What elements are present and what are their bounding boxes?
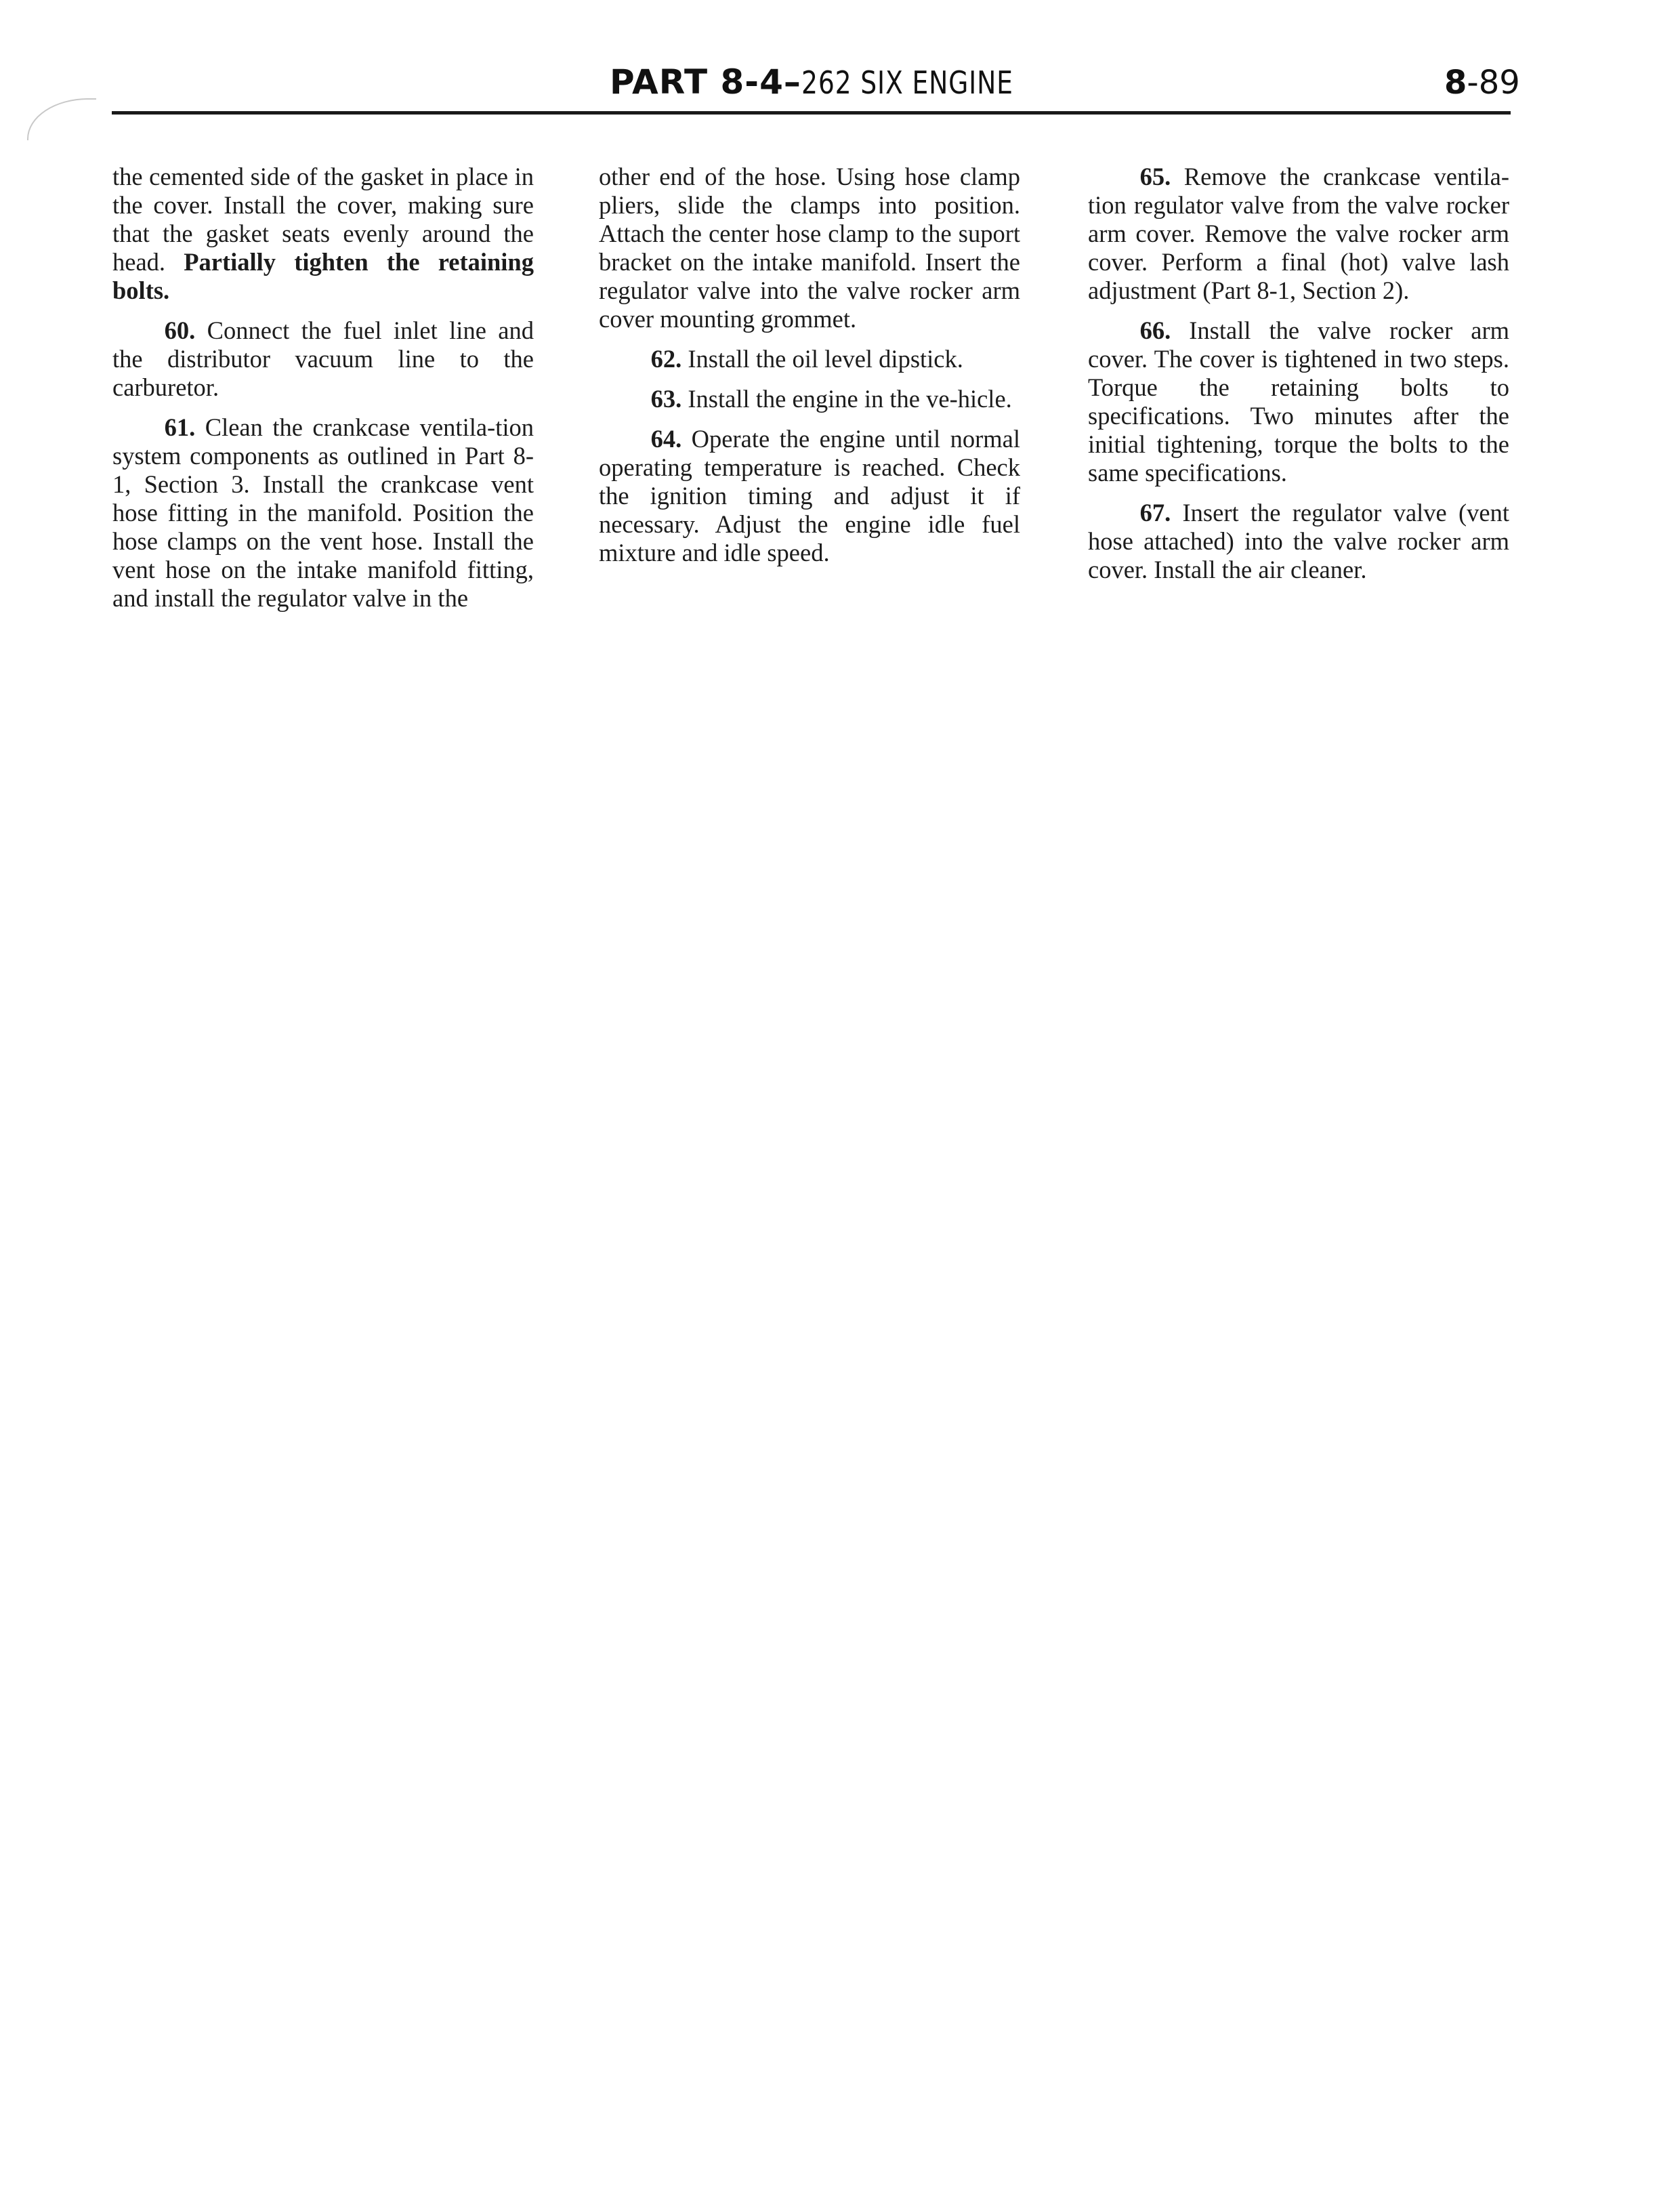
- step-number: 63.: [650, 385, 682, 413]
- step-number: 62.: [650, 345, 682, 373]
- step-number: 64.: [650, 425, 682, 453]
- step-number: 66.: [1139, 316, 1171, 344]
- step-63: [599, 385, 1020, 413]
- step-text: Install the engine in the ve-hicle.: [681, 385, 1012, 413]
- step-text: Clean the crankcase ventila-tion system components as outlined in Part 8-1, Section 3. Install the crankcase vent hose fitting in the manifold. Position the hose clamps on the vent hose. Install the vent hose on the intake manifold fitting, and install the regulator valve in the: [112, 413, 534, 612]
- paragraph-text: other end of the hose. Using hose clamp pliers, slide the clamps into position. Attach the center hose clamp to the suport bracket on the intake manifold. Insert the regulator valve into the valve rocker arm cover mounting grommet.: [599, 163, 1020, 333]
- paragraph-bold-text: Partially tighten the retaining bolts.: [112, 248, 534, 304]
- step-text: Connect the fuel inlet line and the distributor vacuum line to the carburetor.: [112, 316, 534, 401]
- step-62: [599, 345, 1020, 373]
- page-number-suffix: 89: [1478, 64, 1520, 102]
- page-number-prefix: 8: [1444, 64, 1467, 102]
- step-text: Install the oil level dipstick.: [681, 345, 963, 373]
- step-number: 67.: [1139, 499, 1171, 527]
- page-number: [1444, 64, 1520, 102]
- step-67: [1088, 499, 1509, 584]
- header-rule: [112, 111, 1511, 115]
- title-part: PART 8-4: [610, 62, 784, 102]
- paragraph-text: the cemented side of the gasket in place in the cover. Install the cover, making sure that the gasket seats evenly around the head.: [112, 163, 534, 276]
- step-65: [1088, 163, 1509, 305]
- paragraph-continuation: [112, 163, 534, 305]
- step-66: [1088, 316, 1509, 487]
- title-dash: –: [783, 62, 801, 102]
- paragraph-continuation: [599, 163, 1020, 333]
- step-61: [112, 413, 534, 613]
- step-text: Install the valve rocker arm cover. The cover is tightened in two steps. Torque the retaining bolts to specifications. Two minutes after the initial tightening, torque the bolts to the same specifications.: [1088, 316, 1509, 487]
- page-header: [0, 0, 1680, 119]
- step-64: [599, 425, 1020, 567]
- step-text: Remove the crankcase ventila-tion regulator valve from the valve rocker arm cover. Remove the valve rocker arm cover. Perform a final (hot) valve lash adjustment (Part 8-1, Section 2).: [1088, 163, 1509, 304]
- page-number-dash: -: [1467, 64, 1479, 102]
- step-60: [112, 316, 534, 402]
- title-subtitle: 262 SIX ENGINE: [801, 64, 1013, 101]
- step-number: 61.: [164, 413, 196, 441]
- text-column-1: [112, 163, 534, 624]
- step-number: 60.: [164, 316, 196, 344]
- step-number: 65.: [1139, 163, 1171, 190]
- step-text: Insert the regulator valve (vent hose attached) into the valve rocker arm cover. Install the air cleaner.: [1088, 499, 1509, 583]
- page-title: [610, 62, 1059, 102]
- text-column-3: [1088, 163, 1509, 596]
- text-column-2: [599, 163, 1020, 579]
- step-text: Operate the engine until normal operating temperature is reached. Check the ignition timing and adjust it if necessary. Adjust the engine idle fuel mixture and idle speed.: [599, 425, 1020, 566]
